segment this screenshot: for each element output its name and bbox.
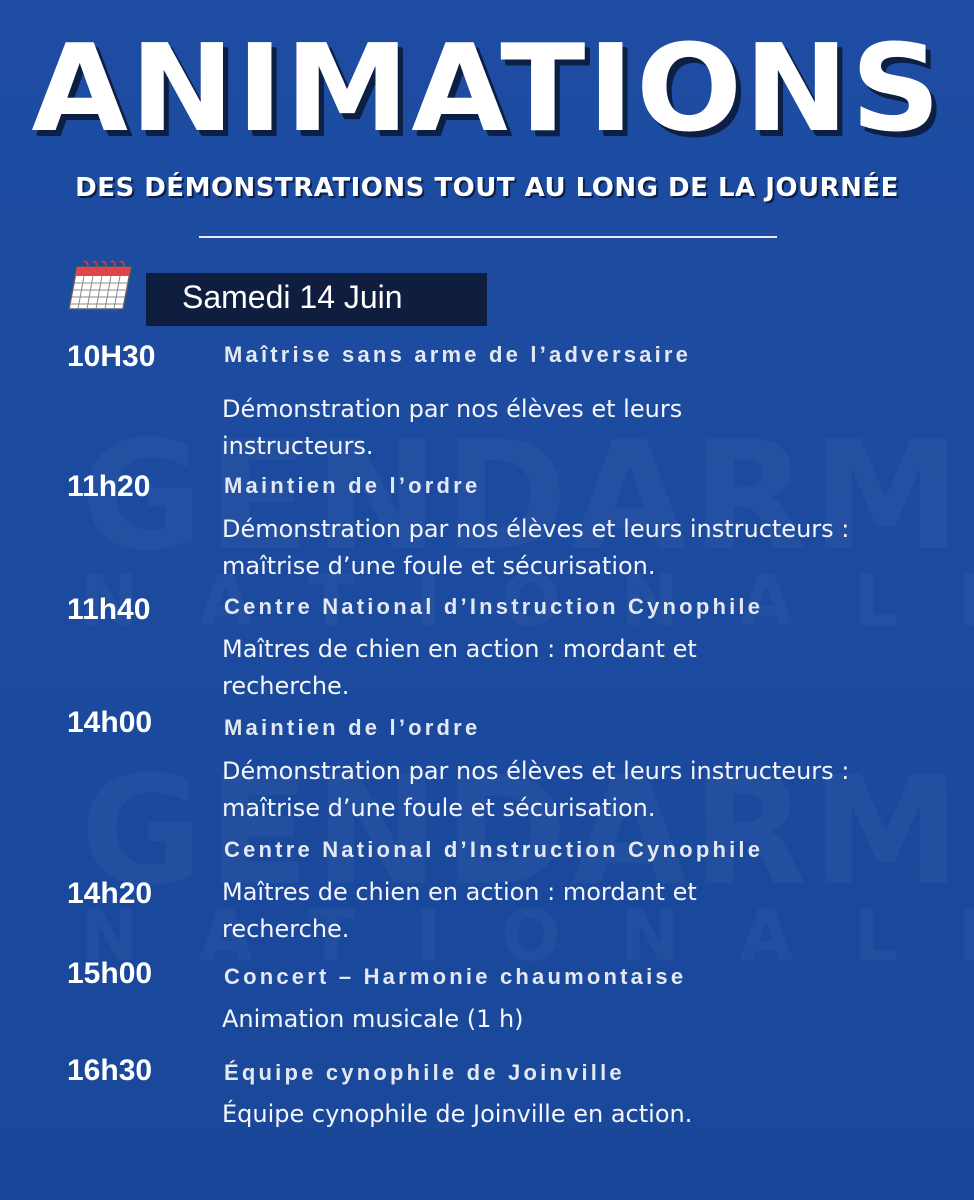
divider (199, 236, 777, 238)
event-description: Équipe cynophile de Joinville en action. (222, 1100, 693, 1128)
event-description: Maîtres de chien en action : mordant et recherche. (222, 635, 697, 700)
event-time: 11h40 (67, 593, 151, 626)
date-box (146, 273, 487, 326)
event-time: 16h30 (67, 1054, 153, 1087)
event-description: Maîtres de chien en action : mordant et recherche. (222, 878, 697, 943)
event-time: 14h20 (67, 877, 153, 910)
event-title: Centre National d’Instruction Cynophile (224, 594, 764, 619)
event-description: Démonstration par nos élèves et leurs instructeurs : maîtrise d’une foule et sécurisation. (222, 515, 850, 580)
calendar-icon (67, 259, 133, 311)
event-title: Équipe cynophile de Joinville (224, 1060, 625, 1085)
event-time: 10H30 (67, 340, 156, 373)
date-label: Samedi 14 Juin (182, 279, 403, 315)
event-time: 11h20 (67, 470, 151, 503)
event-title: Concert – Harmonie chaumontaise (224, 964, 687, 989)
event-title: Centre National d’Instruction Cynophile (224, 837, 764, 862)
event-title: Maintien de l’ordre (224, 715, 481, 740)
page-title: ANIMATIONS (31, 20, 943, 159)
event-description: Animation musicale (1 h) (222, 1005, 524, 1033)
page-subtitle: DES DÉMONSTRATIONS TOUT AU LONG DE LA JOURNÉE (75, 173, 899, 203)
event-time: 14h00 (67, 706, 153, 739)
event-description: Démonstration par nos élèves et leurs instructeurs : maîtrise d’une foule et sécurisation. (222, 757, 850, 822)
event-time: 15h00 (67, 957, 153, 990)
event-description: Démonstration par nos élèves et leurs instructeurs. (222, 395, 683, 460)
event-title: Maintien de l’ordre (224, 473, 481, 498)
event-title: Maîtrise sans arme de l’adversaire (224, 342, 692, 367)
